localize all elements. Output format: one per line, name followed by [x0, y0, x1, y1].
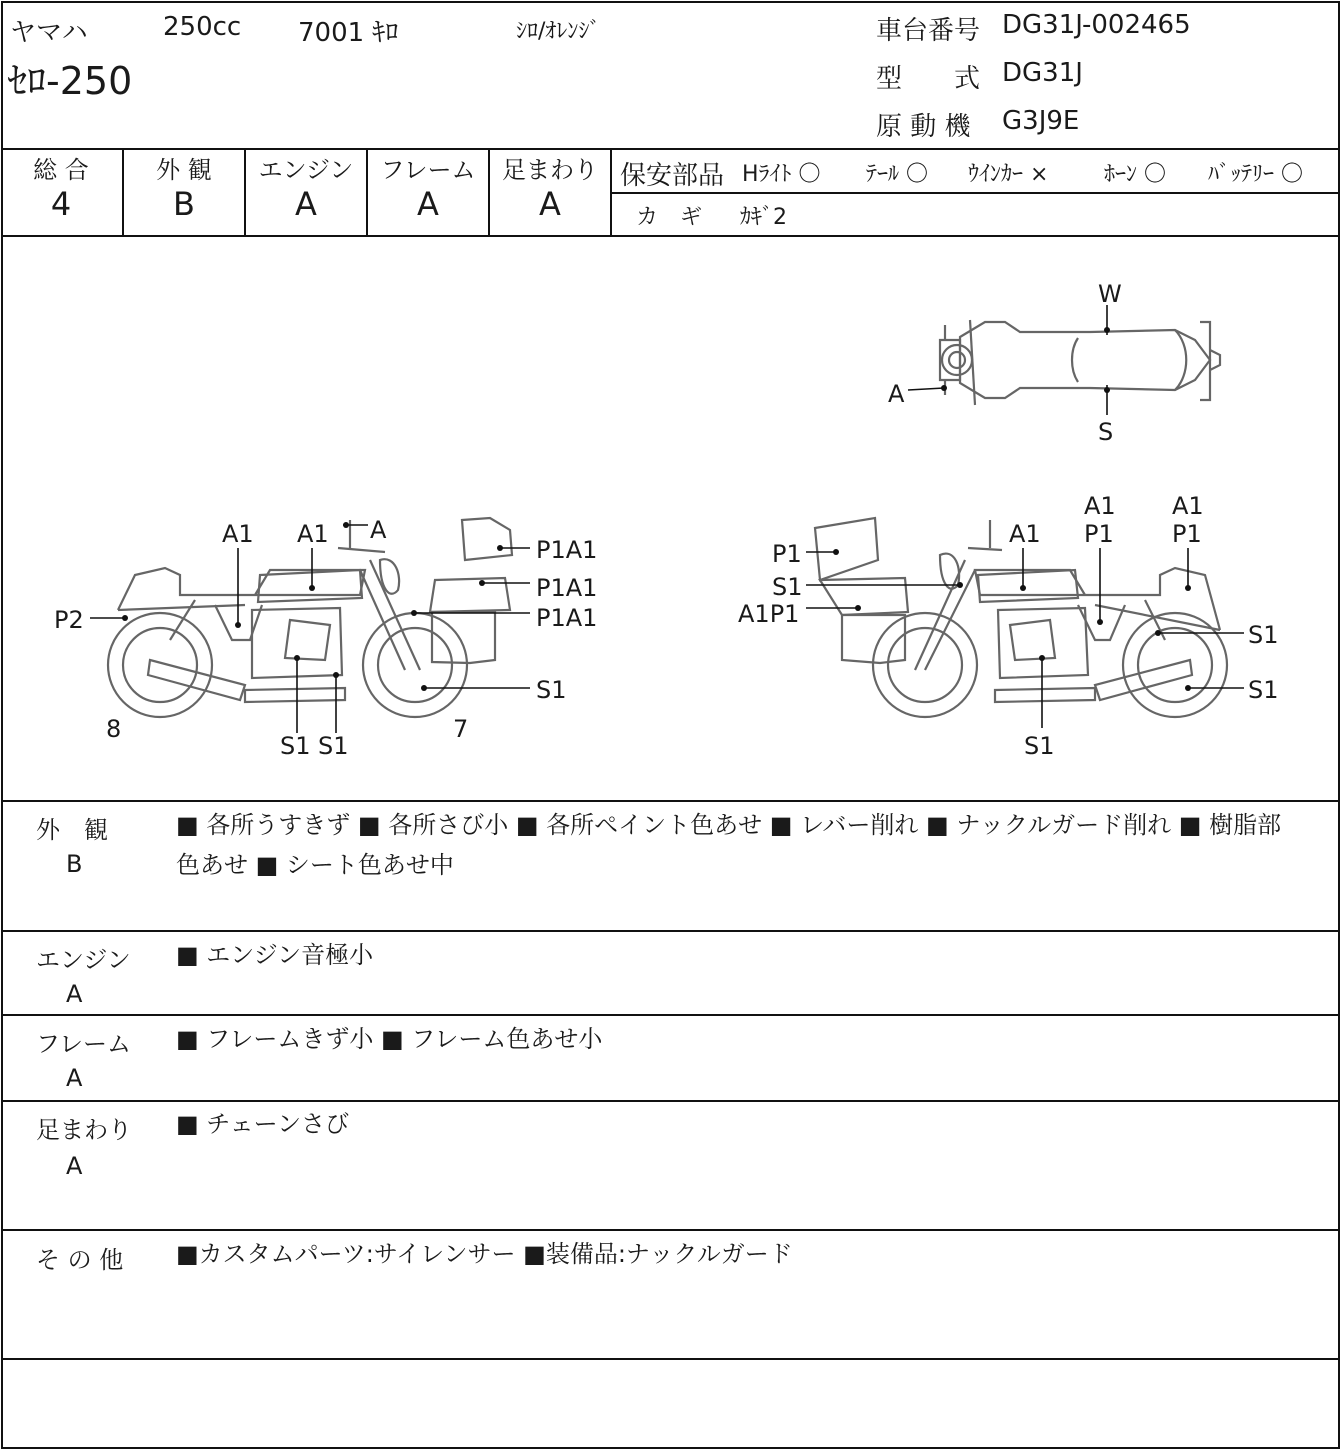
left-label: S1 [318, 732, 349, 760]
section-label: フレーム [36, 1030, 132, 1058]
safety-mark: 〇 [1281, 162, 1304, 187]
section-line: ■ エンジン音極小 [176, 941, 374, 969]
safety-label: 保安部品 [620, 161, 725, 191]
type-label: 型 式 [876, 64, 981, 94]
section-line: ■カスタムパーツ:サイレンサー ■装備品:ナックルガード [176, 1240, 793, 1268]
section-grade: A [66, 980, 83, 1008]
frame-no-label: 車台番号 [876, 16, 981, 46]
safety-tail [866, 157, 928, 188]
left-label: 7 [453, 715, 469, 743]
top-label-s: S [1098, 418, 1114, 446]
engine-value: G3J9E [1002, 106, 1080, 136]
right-label: S1 [1248, 621, 1279, 649]
divider [2, 930, 1339, 932]
model-name: ｾﾛ-250 [8, 59, 133, 103]
left-label: A [370, 516, 387, 544]
grade-engine [246, 150, 366, 223]
safety-mark: 〇 [906, 162, 929, 187]
left-label: A1 [297, 520, 329, 548]
safety-mark: × [1030, 162, 1049, 187]
safety-mark: 〇 [1144, 162, 1167, 187]
right-label: S1 [1024, 732, 1055, 760]
left-label: P1A1 [536, 604, 598, 632]
grade-label: 足まわり [502, 156, 598, 184]
section-grade: A [66, 1152, 83, 1180]
grade-value: 4 [50, 185, 72, 223]
safety-item-name: ﾎｰﾝ [1104, 162, 1138, 187]
displacement: 250cc [163, 12, 242, 42]
safety-winker [968, 157, 1048, 188]
left-label: P1A1 [536, 574, 598, 602]
right-label: S1 [772, 573, 803, 601]
grade-value: A [295, 185, 317, 223]
divider [2, 800, 1339, 802]
safety-horn [1104, 157, 1166, 188]
section-grade: A [66, 1064, 83, 1092]
engine-label: 原 動 機 [876, 112, 971, 142]
grade-total [0, 150, 122, 223]
left-label: S1 [536, 676, 567, 704]
type-value: DG31J [1002, 58, 1083, 88]
bike-top-view [940, 320, 1220, 405]
divider [612, 192, 1339, 194]
left-label: P1A1 [536, 536, 598, 564]
safety-item-name: ﾃｰﾙ [866, 162, 900, 187]
safety-item-name: Hﾗｲﾄ [742, 162, 792, 187]
section-line: 色あせ ■ シート色あせ中 [176, 851, 454, 879]
right-label: A1 [1084, 492, 1116, 520]
section-grade: B [66, 850, 83, 878]
grade-label: フレーム [380, 156, 476, 184]
left-label: 8 [106, 715, 122, 743]
grade-value: A [539, 185, 561, 223]
right-label: P1 [1172, 520, 1202, 548]
divider [2, 1100, 1339, 1102]
divider [2, 1358, 1339, 1360]
mileage: 7001 ｷﾛ [298, 18, 399, 48]
top-label-a: A [888, 380, 905, 408]
section-label: 足まわり [36, 1116, 132, 1144]
grade-label: 総 合 [33, 156, 89, 184]
right-label: P1 [772, 540, 802, 568]
section-label: そ の 他 [36, 1246, 124, 1274]
grade-label: エンジン [258, 156, 354, 184]
section-line: ■ フレームきず小 ■ フレーム色あせ小 [176, 1025, 603, 1053]
safety-battery [1208, 157, 1303, 188]
divider [2, 1014, 1339, 1016]
grade-frame [368, 150, 488, 223]
grade-suspension [490, 150, 610, 223]
divider [2, 1229, 1339, 1231]
grade-value: A [417, 185, 439, 223]
section-line: ■ チェーンさび [176, 1110, 350, 1138]
maker: ヤマハ [10, 18, 88, 48]
damage-diagram [0, 237, 1341, 800]
section-label: 外 観 [36, 816, 108, 844]
right-label: A1P1 [738, 600, 800, 628]
safety-headlight [742, 157, 821, 188]
grade-value: B [173, 185, 195, 223]
grade-exterior [124, 150, 244, 223]
section-label: エンジン [36, 946, 131, 974]
left-label: A1 [222, 520, 254, 548]
top-label-w: W [1098, 280, 1122, 308]
right-label: S1 [1248, 676, 1279, 704]
left-label: P2 [54, 606, 84, 634]
key-value: ｶｷﾞ2 [740, 205, 787, 230]
body-color: ｼﾛ/ｵﾚﾝｼﾞ [516, 19, 601, 44]
left-label: S1 [280, 732, 311, 760]
right-label: A1 [1009, 520, 1041, 548]
safety-mark: 〇 [798, 162, 821, 187]
key-label: カ ギ [636, 205, 703, 230]
frame-no: DG31J-002465 [1002, 10, 1191, 40]
right-label: A1 [1172, 492, 1204, 520]
grade-label: 外 観 [156, 156, 212, 184]
section-line: ■ 各所うすきず ■ 各所さび小 ■ 各所ペイント色あせ ■ レバー削れ ■ ナックルガード削れ ■ 樹脂部 [176, 811, 1282, 839]
safety-item-name: ﾊﾞｯﾃﾘｰ [1208, 162, 1275, 187]
right-label: P1 [1084, 520, 1114, 548]
safety-item-name: ｳｲﾝｶｰ [968, 162, 1024, 187]
